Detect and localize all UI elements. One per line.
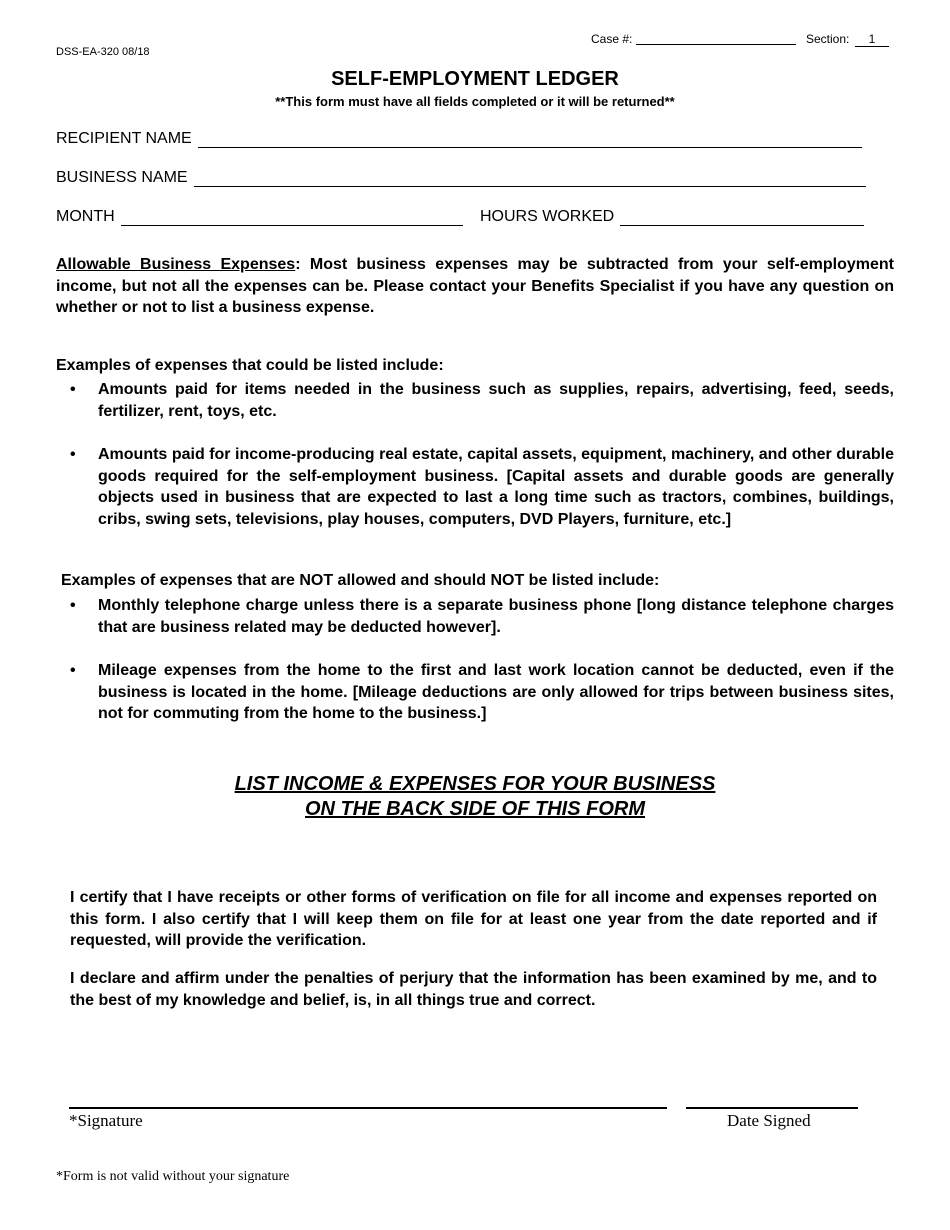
certification-paragraph: I certify that I have receipts or other forms of verification on file for all income and expenses reported on this form. I also certify that I will keep them on file for at least one year from the date reported and if requested, will provide the verification. (70, 889, 877, 949)
list-item: • Amounts paid for items needed in the business such as supplies, repairs, advertising, feed, seeds, fertilizer, rent, toys, etc. (70, 381, 894, 420)
bullet-icon: • (70, 381, 76, 398)
allowable-expenses-text: : Most business expenses may be subtracted from your self-employment income, but not all the expenses can be. Please contact your Benefits Specialist if you have any question on whether or not to list a business expense. (56, 256, 895, 316)
list-item: • Mileage expenses from the home to the first and last work location cannot be deducted, even if the business is located in the home. [Mileage deductions are only allowed for trips between business sites, not for commuting from the home to the business.] (70, 662, 894, 722)
bullet-icon: • (70, 446, 76, 463)
list-item: • Amounts paid for income-producing real estate, capital assets, equipment, machinery, and other durable goods required for the self-employment business. [Capital assets and durable goods are generally objects used in business that are expected to last a long time such as tractors, combines, buildings, cribs, swing sets, televisions, play houses, computers, DVD Players, furniture, etc.] (70, 446, 894, 528)
not-allowed-examples-heading: Examples of expenses that are NOT allowed and should NOT be listed include: (61, 572, 660, 589)
list-item: • Monthly telephone charge unless there is a separate business phone [long distance telephone charges that are business related may be deducted however]. (70, 597, 894, 636)
page-subtitle: **This form must have all fields completed or it will be returned** (275, 94, 675, 109)
allowed-examples-list (56, 379, 894, 530)
section-field[interactable]: 1 (855, 32, 889, 47)
form-code: DSS-EA-320 08/18 (56, 46, 150, 58)
date-signed-label: Date Signed (727, 1111, 811, 1130)
case-number-label: Case #: (591, 32, 633, 46)
back-side-notice-line2: ON THE BACK SIDE OF THIS FORM (305, 798, 645, 820)
month-label: MONTH (56, 208, 115, 225)
not-allowed-examples-list (56, 595, 894, 725)
back-side-notice-line1: LIST INCOME & EXPENSES FOR YOUR BUSINESS (234, 773, 716, 795)
allowable-expenses-paragraph (56, 254, 894, 319)
page-title: SELF-EMPLOYMENT LEDGER (331, 68, 619, 90)
section-label: Section: (806, 32, 850, 46)
recipient-name-label: RECIPIENT NAME (56, 130, 192, 147)
date-signed-field[interactable] (686, 1107, 858, 1109)
business-name-label: BUSINESS NAME (56, 169, 188, 186)
signature-label: *Signature (69, 1111, 143, 1130)
perjury-declaration-paragraph: I declare and affirm under the penalties of perjury that the information has been examined by me, and to the best of my knowledge and belief, is, in all things true and correct. (70, 970, 877, 1009)
business-name-field[interactable] (194, 172, 866, 187)
allowed-examples-heading: Examples of expenses that could be listed include: (56, 357, 444, 374)
case-number-field[interactable] (636, 44, 796, 45)
hours-worked-label: HOURS WORKED (480, 208, 615, 225)
signature-field[interactable] (69, 1107, 667, 1109)
allowable-expenses-heading: Allowable Business Expenses (56, 256, 296, 273)
hours-worked-field[interactable] (620, 211, 864, 226)
signature-footnote: *Form is not valid without your signature (56, 1169, 290, 1184)
bullet-icon: • (70, 597, 76, 614)
month-row (56, 208, 463, 226)
recipient-name-row (56, 130, 862, 148)
bullet-icon: • (70, 662, 76, 679)
month-field[interactable] (121, 211, 463, 226)
recipient-name-field[interactable] (198, 133, 862, 148)
business-name-row (56, 169, 866, 187)
hours-worked-row (480, 208, 864, 226)
